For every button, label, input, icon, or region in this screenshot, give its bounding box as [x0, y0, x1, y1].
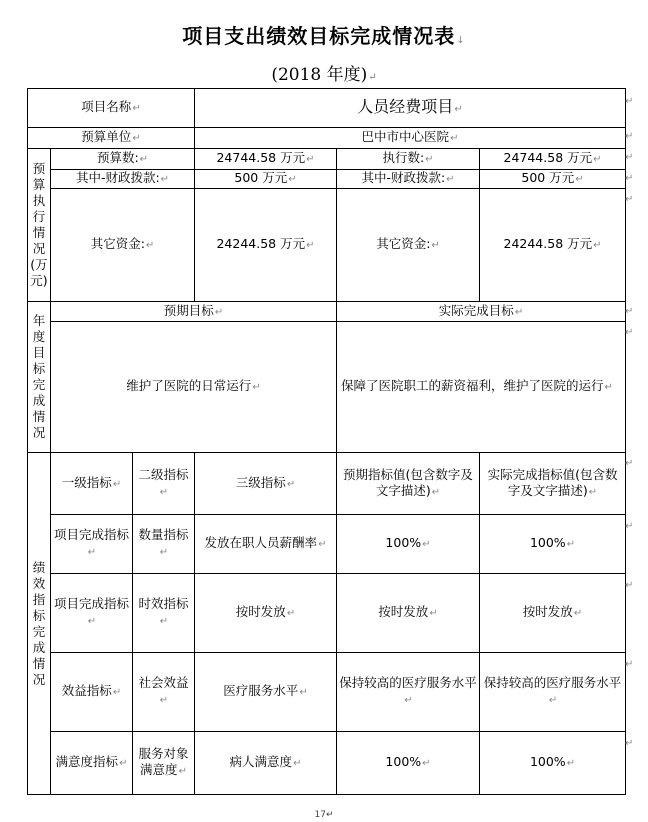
annual-header-row — [28, 302, 626, 322]
header-actual-value: 实际完成指标值(包含数字及文字描述)↵ — [480, 453, 626, 515]
level1-cell: 项目完成指标↵ — [51, 574, 133, 653]
document-title: 项目支出绩效目标完成情况表↓ — [182, 24, 466, 48]
level3-cell: 按时发放↵ — [195, 574, 337, 653]
level3-cell: 发放在职人员薪酬率↵ — [195, 515, 337, 574]
paragraph-mark: ↵ — [625, 173, 634, 184]
annual-section-label: 年度目标完成情况 — [28, 302, 51, 453]
fiscal-exec-label: 其中-财政拨款:↵ — [337, 170, 480, 189]
expected-value-cell: 保持较高的医疗服务水平↵ — [337, 653, 480, 732]
other-funds-label: 其它资金:↵ — [51, 189, 195, 302]
level1-cell: 效益指标↵ — [51, 653, 133, 732]
paragraph-mark: ↵ — [625, 327, 634, 338]
paragraph-mark: ↵ — [625, 96, 634, 107]
level1-cell: 满意度指标↵ — [51, 732, 133, 795]
paragraph-mark: ↵ — [625, 659, 634, 670]
level1-cell: 项目完成指标↵ — [51, 515, 133, 574]
fiscal-exec-value: 500 万元↵ — [480, 170, 626, 189]
header-level1: 一级指标↵ — [51, 453, 133, 515]
project-name-label: 项目名称↵ — [28, 89, 195, 128]
budget-total-value: 24744.58 万元↵ — [195, 149, 337, 170]
budget-unit-label: 预算单位↵ — [28, 128, 195, 149]
header-expected-value: 预期指标值(包含数字及文字描述)↵ — [337, 453, 480, 515]
budget-section-label: 预算执行情况(万元) — [28, 149, 51, 302]
budget-unit-row — [28, 128, 626, 149]
table-row — [28, 574, 626, 653]
paragraph-mark: ↵ — [625, 458, 634, 469]
actual-value-cell: 保持较高的医疗服务水平↵ — [480, 653, 626, 732]
execution-total-label: 执行数:↵ — [337, 149, 480, 170]
expected-value-cell: 按时发放↵ — [337, 574, 480, 653]
other-funds-row — [28, 189, 626, 302]
indicator-header-row — [28, 453, 626, 515]
actual-goal-text: 保障了医院职工的薪资福利，维护了医院的运行↵ — [337, 322, 626, 453]
paragraph-mark: ↵ — [625, 194, 634, 205]
page-number: 17↵ — [314, 810, 334, 820]
other-funds-exec-label: 其它资金:↵ — [337, 189, 480, 302]
paragraph-mark: ↵ — [625, 306, 634, 317]
paragraph-mark: ↵ — [625, 580, 634, 591]
table-row — [28, 515, 626, 574]
paragraph-mark: ↵ — [625, 152, 634, 163]
document-subtitle: (2018 年度)↵ — [271, 65, 377, 85]
budget-unit-value: 巴中市中心医院↵ — [195, 128, 626, 149]
fiscal-value: 500 万元↵ — [195, 170, 337, 189]
project-name-row — [28, 89, 626, 128]
other-funds-exec-value: 24244.58 万元↵ — [480, 189, 626, 302]
budget-total-label: 预算数:↵ — [51, 149, 195, 170]
fiscal-label: 其中-财政拨款:↵ — [51, 170, 195, 189]
header-level2: 二级指标↵ — [133, 453, 195, 515]
actual-value-cell: 100%↵ — [480, 515, 626, 574]
level3-cell: 病人满意度↵ — [195, 732, 337, 795]
level3-cell: 医疗服务水平↵ — [195, 653, 337, 732]
performance-table — [27, 88, 626, 795]
header-level3: 三级指标↵ — [195, 453, 337, 515]
level2-cell: 社会效益↵ — [133, 653, 195, 732]
table-row — [28, 653, 626, 732]
expected-value-cell: 100%↵ — [337, 732, 480, 795]
level2-cell: 数量指标↵ — [133, 515, 195, 574]
actual-value-cell: 按时发放↵ — [480, 574, 626, 653]
expected-value-cell: 100%↵ — [337, 515, 480, 574]
execution-total-value: 24744.58 万元↵ — [480, 149, 626, 170]
other-funds-value: 24244.58 万元↵ — [195, 189, 337, 302]
actual-goal-label: 实际完成目标↵ — [337, 302, 626, 322]
fiscal-row — [28, 170, 626, 189]
paragraph-mark: ↵ — [625, 738, 634, 749]
paragraph-mark: ↵ — [625, 131, 634, 142]
level2-cell: 时效指标↵ — [133, 574, 195, 653]
indicator-section-label: 绩效指标完成情况 — [28, 453, 51, 795]
expected-goal-text: 维护了医院的日常运行↵ — [51, 322, 337, 453]
annual-content-row — [28, 322, 626, 453]
expected-goal-label: 预期目标↵ — [51, 302, 337, 322]
project-name-value: 人员经费项目↵ — [195, 89, 626, 128]
paragraph-mark: ↵ — [625, 521, 634, 532]
table-row — [28, 732, 626, 795]
actual-value-cell: 100%↵ — [480, 732, 626, 795]
level2-cell: 服务对象满意度↵ — [133, 732, 195, 795]
budget-row — [28, 149, 626, 170]
